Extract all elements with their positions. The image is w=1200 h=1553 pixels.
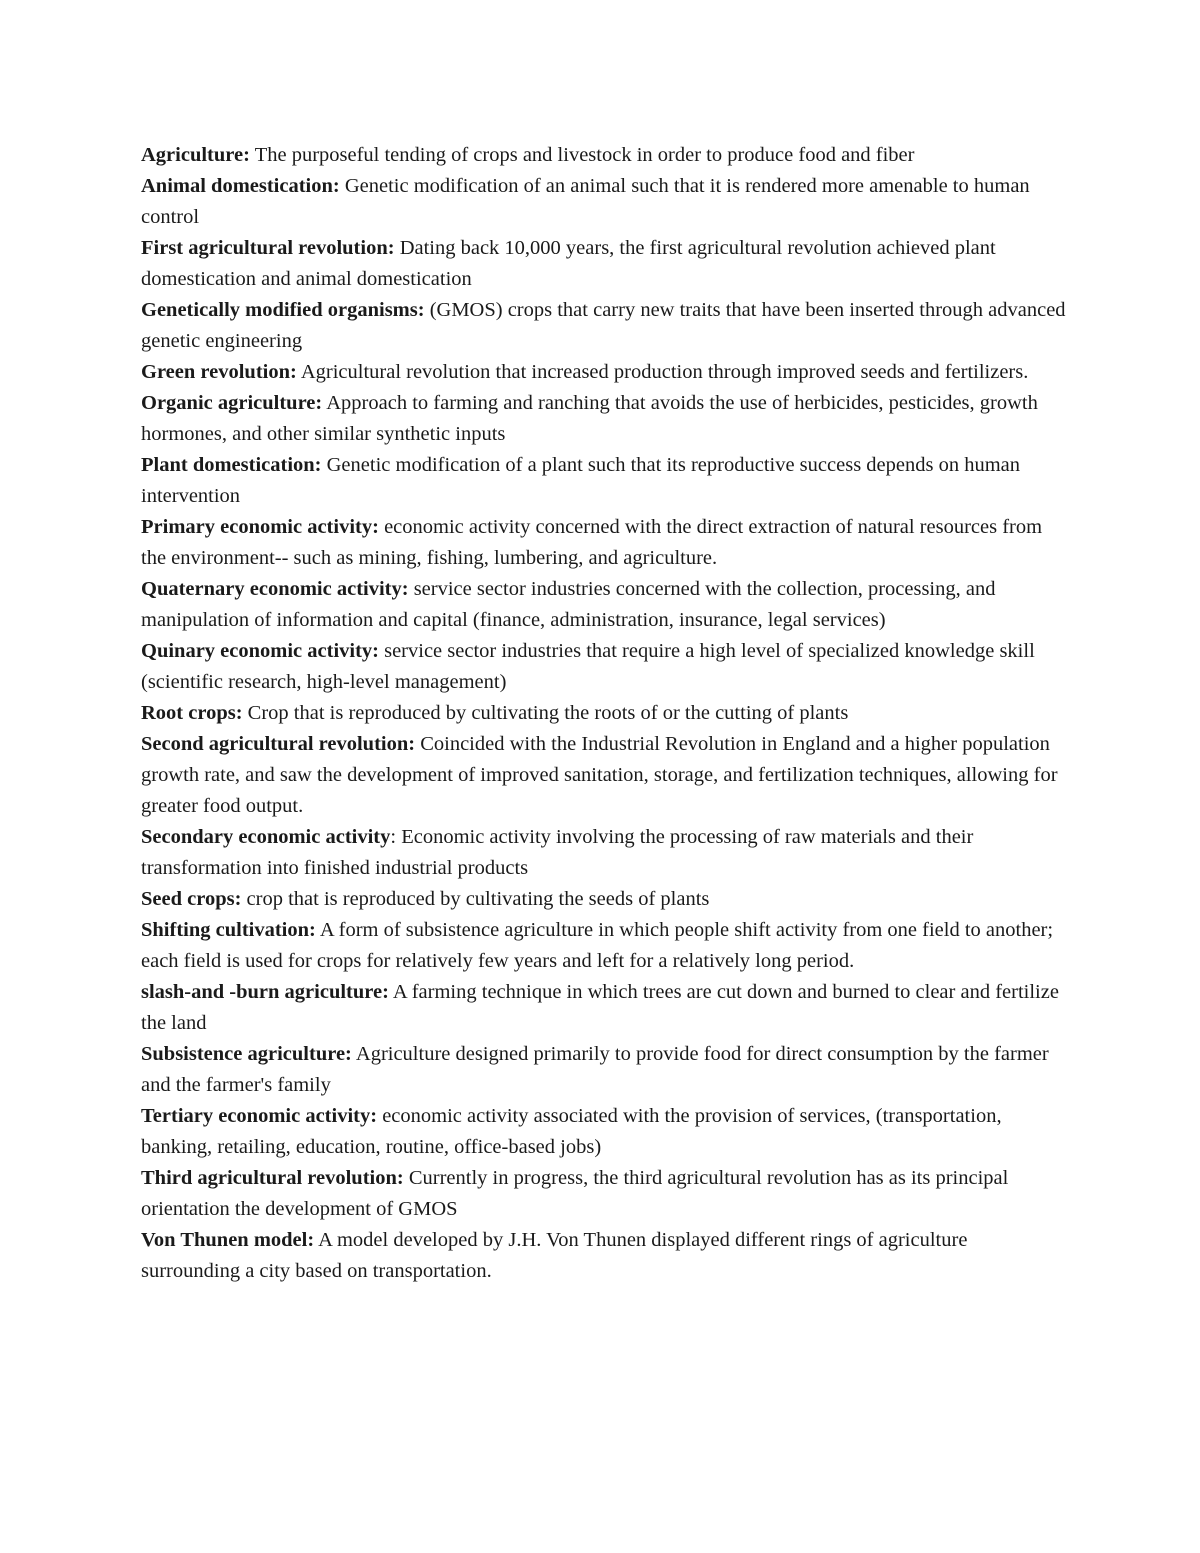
glossary-term: Genetically modified organisms: — [141, 299, 425, 321]
glossary-entry — [141, 977, 1066, 1039]
glossary — [141, 140, 1066, 1287]
glossary-definition: service sector industries that require a high level of specialized knowledge skill (scientific research, high-level management) — [141, 640, 1035, 693]
glossary-definition: Currently in progress, the third agricultural revolution has as its principal orientation the development of GMOS — [141, 1167, 1009, 1220]
glossary-entry — [141, 1163, 1066, 1225]
glossary-entry — [141, 171, 1066, 233]
glossary-entry — [141, 574, 1066, 636]
glossary-definition: A model developed by J.H. Von Thunen displayed different rings of agriculture surrounding a city based on transportation. — [141, 1229, 968, 1282]
glossary-definition: A form of subsistence agriculture in which people shift activity from one field to another; each field is used for crops for relatively few years and left for a relatively long period. — [141, 919, 1054, 972]
glossary-definition: crop that is reproduced by cultivating the seeds of plants — [241, 888, 710, 910]
glossary-term: Primary economic activity: — [141, 516, 379, 538]
glossary-definition: The purposeful tending of crops and livestock in order to produce food and fiber — [249, 144, 915, 166]
glossary-entry — [141, 1039, 1066, 1101]
glossary-term: Subsistence agriculture: — [141, 1043, 352, 1065]
glossary-term: Quinary economic activity: — [141, 640, 379, 662]
glossary-entry — [141, 140, 1066, 171]
glossary-term: Root crops: — [141, 702, 243, 724]
glossary-entry — [141, 357, 1066, 388]
glossary-term: Plant domestication: — [141, 454, 322, 476]
glossary-entry — [141, 512, 1066, 574]
glossary-definition: A farming technique in which trees are cut down and burned to clear and fertilize the land — [141, 981, 1059, 1034]
glossary-entry — [141, 884, 1066, 915]
glossary-definition: Genetic modification of an animal such that it is rendered more amenable to human control — [141, 175, 1030, 228]
glossary-definition: service sector industries concerned with the collection, processing, and manipulation of information and capital (finance, administration, insurance, legal services) — [141, 578, 996, 631]
glossary-term: Agriculture: — [141, 144, 250, 166]
glossary-definition: Approach to farming and ranching that avoids the use of herbicides, pesticides, growth hormones, and other similar synthetic inputs — [141, 392, 1038, 445]
glossary-term: Von Thunen model: — [141, 1229, 315, 1251]
glossary-term: Third agricultural revolution: — [141, 1167, 404, 1189]
glossary-entry — [141, 636, 1066, 698]
glossary-definition: Genetic modification of a plant such that its reproductive success depends on human intervention — [141, 454, 1021, 507]
glossary-entry — [141, 1101, 1066, 1163]
glossary-term: Tertiary economic activity: — [141, 1105, 378, 1127]
glossary-definition: : Economic activity involving the processing of raw materials and their transformation into finished industrial products — [141, 826, 974, 879]
glossary-definition: (GMOS) crops that carry new traits that have been inserted through advanced genetic engineering — [141, 299, 1066, 352]
glossary-definition: Agriculture designed primarily to provide food for direct consumption by the farmer and the farmer's family — [141, 1043, 1049, 1096]
glossary-definition: economic activity concerned with the direct extraction of natural resources from the environment-- such as mining, fishing, lumbering, and agriculture. — [141, 516, 1043, 569]
glossary-term: Secondary economic activity — [141, 826, 391, 848]
glossary-term: Shifting cultivation: — [141, 919, 316, 941]
glossary-definition: Dating back 10,000 years, the first agricultural revolution achieved plant domestication and animal domestication — [141, 237, 996, 290]
glossary-definition: economic activity associated with the provision of services, (transportation, banking, retailing, education, routine, office-based jobs) — [141, 1105, 1002, 1158]
glossary-term: Animal domestication: — [141, 175, 340, 197]
glossary-entry — [141, 450, 1066, 512]
glossary-entry — [141, 233, 1066, 295]
glossary-entry — [141, 822, 1066, 884]
glossary-term: Seed crops: — [141, 888, 242, 910]
glossary-term: Quaternary economic activity: — [141, 578, 409, 600]
glossary-term: Green revolution: — [141, 361, 297, 383]
glossary-definition: Coincided with the Industrial Revolution in England and a higher population growth rate, and saw the development of improved sanitation, storage, and fertilization techniques, allowing for greater food output. — [141, 733, 1058, 817]
glossary-entry — [141, 698, 1066, 729]
glossary-definition: Crop that is reproduced by cultivating the roots of or the cutting of plants — [242, 702, 849, 724]
glossary-entry — [141, 388, 1066, 450]
glossary-definition: Agricultural revolution that increased production through improved seeds and fertilizers. — [296, 361, 1029, 383]
glossary-term: First agricultural revolution: — [141, 237, 395, 259]
glossary-term: Second agricultural revolution: — [141, 733, 416, 755]
glossary-term: slash-and -burn agriculture: — [141, 981, 389, 1003]
glossary-entry — [141, 729, 1066, 822]
glossary-entry — [141, 915, 1066, 977]
glossary-entry — [141, 1225, 1066, 1287]
glossary-entry — [141, 295, 1066, 357]
glossary-term: Organic agriculture: — [141, 392, 323, 414]
